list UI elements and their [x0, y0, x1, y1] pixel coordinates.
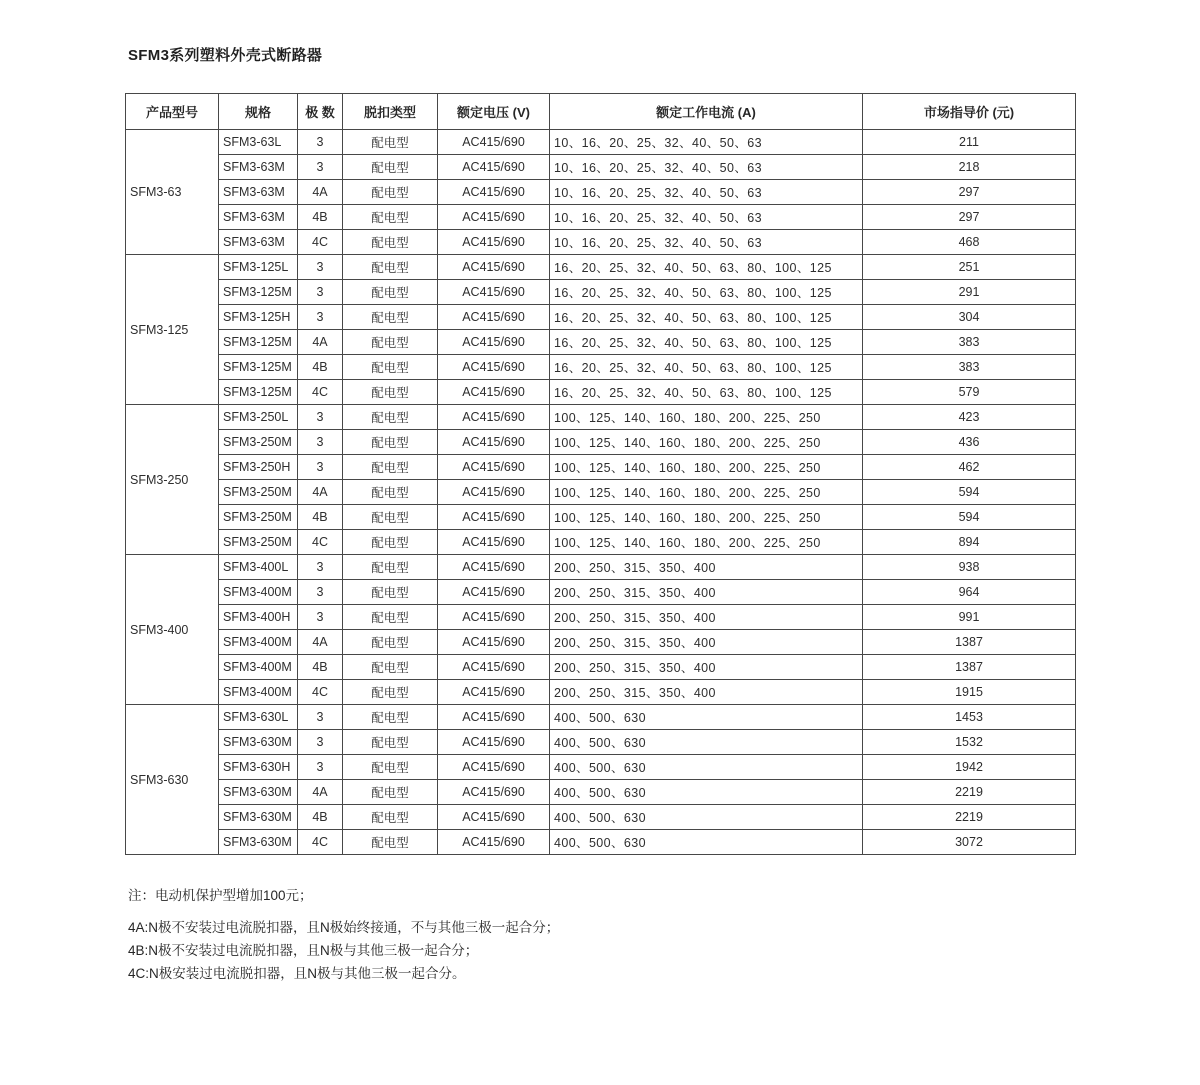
- current-cell: 16、20、25、32、40、50、63、80、100、125: [550, 380, 863, 405]
- poles-cell: 4C: [298, 830, 343, 855]
- poles-cell: 3: [298, 255, 343, 280]
- table-row: [126, 280, 1076, 305]
- model-group-cell: SFM3-630: [126, 705, 219, 855]
- voltage-cell: AC415/690: [438, 305, 550, 330]
- trip-type-cell: 配电型: [343, 605, 438, 630]
- current-cell: 200、250、315、350、400: [550, 580, 863, 605]
- price-cell: 3072: [863, 830, 1076, 855]
- table-row: [126, 380, 1076, 405]
- spec-cell: SFM3-250L: [219, 405, 298, 430]
- table-row: [126, 230, 1076, 255]
- price-cell: 579: [863, 380, 1076, 405]
- poles-cell: 3: [298, 155, 343, 180]
- voltage-cell: AC415/690: [438, 680, 550, 705]
- spec-cell: SFM3-125M: [219, 280, 298, 305]
- trip-type-cell: 配电型: [343, 180, 438, 205]
- table-row: [126, 705, 1076, 730]
- price-cell: 1915: [863, 680, 1076, 705]
- voltage-cell: AC415/690: [438, 830, 550, 855]
- poles-cell: 4C: [298, 680, 343, 705]
- voltage-cell: AC415/690: [438, 230, 550, 255]
- spec-cell: SFM3-250M: [219, 505, 298, 530]
- spec-cell: SFM3-63M: [219, 155, 298, 180]
- spec-cell: SFM3-63L: [219, 130, 298, 155]
- trip-type-cell: 配电型: [343, 630, 438, 655]
- current-cell: 10、16、20、25、32、40、50、63: [550, 205, 863, 230]
- voltage-cell: AC415/690: [438, 730, 550, 755]
- price-cell: 304: [863, 305, 1076, 330]
- price-cell: 436: [863, 430, 1076, 455]
- header-row: [126, 94, 1076, 130]
- header-model: 产品型号: [126, 94, 219, 130]
- poles-cell: 4B: [298, 655, 343, 680]
- poles-cell: 3: [298, 455, 343, 480]
- current-cell: 10、16、20、25、32、40、50、63: [550, 230, 863, 255]
- current-cell: 16、20、25、32、40、50、63、80、100、125: [550, 305, 863, 330]
- poles-cell: 4B: [298, 805, 343, 830]
- trip-type-cell: 配电型: [343, 655, 438, 680]
- table-row: [126, 530, 1076, 555]
- voltage-cell: AC415/690: [438, 455, 550, 480]
- poles-cell: 4B: [298, 505, 343, 530]
- poles-cell: 4B: [298, 355, 343, 380]
- voltage-cell: AC415/690: [438, 480, 550, 505]
- spec-cell: SFM3-250M: [219, 480, 298, 505]
- spec-cell: SFM3-125M: [219, 380, 298, 405]
- poles-cell: 3: [298, 305, 343, 330]
- page-title: SFM3系列塑料外壳式断路器: [128, 47, 323, 64]
- trip-type-cell: 配电型: [343, 405, 438, 430]
- poles-cell: 4A: [298, 330, 343, 355]
- current-cell: 100、125、140、160、180、200、225、250: [550, 455, 863, 480]
- spec-cell: SFM3-630M: [219, 830, 298, 855]
- voltage-cell: AC415/690: [438, 755, 550, 780]
- trip-type-cell: 配电型: [343, 155, 438, 180]
- trip-type-cell: 配电型: [343, 330, 438, 355]
- spec-cell: SFM3-250M: [219, 530, 298, 555]
- current-cell: 400、500、630: [550, 830, 863, 855]
- price-cell: 251: [863, 255, 1076, 280]
- trip-type-cell: 配电型: [343, 380, 438, 405]
- price-cell: 383: [863, 355, 1076, 380]
- voltage-cell: AC415/690: [438, 205, 550, 230]
- poles-cell: 4C: [298, 230, 343, 255]
- trip-type-cell: 配电型: [343, 505, 438, 530]
- trip-type-cell: 配电型: [343, 555, 438, 580]
- voltage-cell: AC415/690: [438, 605, 550, 630]
- spec-cell: SFM3-400H: [219, 605, 298, 630]
- trip-type-cell: 配电型: [343, 255, 438, 280]
- table-row: [126, 630, 1076, 655]
- price-cell: 462: [863, 455, 1076, 480]
- voltage-cell: AC415/690: [438, 505, 550, 530]
- current-cell: 400、500、630: [550, 755, 863, 780]
- trip-type-cell: 配电型: [343, 455, 438, 480]
- current-cell: 400、500、630: [550, 780, 863, 805]
- current-cell: 100、125、140、160、180、200、225、250: [550, 505, 863, 530]
- spec-cell: SFM3-400L: [219, 555, 298, 580]
- spec-cell: SFM3-125H: [219, 305, 298, 330]
- header-price: 市场指导价 (元): [863, 94, 1076, 130]
- spec-cell: SFM3-400M: [219, 580, 298, 605]
- voltage-cell: AC415/690: [438, 130, 550, 155]
- poles-cell: 3: [298, 730, 343, 755]
- trip-type-cell: 配电型: [343, 830, 438, 855]
- current-cell: 16、20、25、32、40、50、63、80、100、125: [550, 330, 863, 355]
- trip-type-cell: 配电型: [343, 705, 438, 730]
- spec-cell: SFM3-400M: [219, 630, 298, 655]
- table-row: [126, 155, 1076, 180]
- table-header: [126, 94, 1076, 130]
- trip-type-cell: 配电型: [343, 805, 438, 830]
- voltage-cell: AC415/690: [438, 355, 550, 380]
- price-cell: 211: [863, 130, 1076, 155]
- current-cell: 200、250、315、350、400: [550, 630, 863, 655]
- current-cell: 200、250、315、350、400: [550, 605, 863, 630]
- trip-type-cell: 配电型: [343, 280, 438, 305]
- trip-type-cell: 配电型: [343, 755, 438, 780]
- current-cell: 400、500、630: [550, 705, 863, 730]
- spec-cell: SFM3-630M: [219, 730, 298, 755]
- trip-type-cell: 配电型: [343, 430, 438, 455]
- model-group-cell: SFM3-63: [126, 130, 219, 255]
- voltage-cell: AC415/690: [438, 405, 550, 430]
- table-body: [126, 130, 1076, 855]
- table-row: [126, 755, 1076, 780]
- table-row: [126, 405, 1076, 430]
- price-cell: 2219: [863, 805, 1076, 830]
- poles-cell: 4A: [298, 630, 343, 655]
- table-row: [126, 130, 1076, 155]
- header-poles: 极 数: [298, 94, 343, 130]
- table-row: [126, 180, 1076, 205]
- poles-cell: 3: [298, 430, 343, 455]
- spec-cell: SFM3-630M: [219, 780, 298, 805]
- trip-type-cell: 配电型: [343, 205, 438, 230]
- current-cell: 400、500、630: [550, 805, 863, 830]
- header-current: 额定工作电流 (A): [550, 94, 863, 130]
- current-cell: 10、16、20、25、32、40、50、63: [550, 130, 863, 155]
- poles-cell: 4C: [298, 380, 343, 405]
- voltage-cell: AC415/690: [438, 255, 550, 280]
- note-4a: 4A:N极不安装过电流脱扣器，且N极始终接通，不与其他三极一起合分；: [128, 920, 560, 935]
- voltage-cell: AC415/690: [438, 155, 550, 180]
- trip-type-cell: 配电型: [343, 230, 438, 255]
- table-row: [126, 830, 1076, 855]
- spec-cell: SFM3-400M: [219, 655, 298, 680]
- spec-cell: SFM3-400M: [219, 680, 298, 705]
- current-cell: 200、250、315、350、400: [550, 655, 863, 680]
- voltage-cell: AC415/690: [438, 555, 550, 580]
- price-table: [125, 93, 1076, 855]
- price-cell: 1453: [863, 705, 1076, 730]
- spec-cell: SFM3-250M: [219, 430, 298, 455]
- model-group-cell: SFM3-125: [126, 255, 219, 405]
- spec-cell: SFM3-125M: [219, 355, 298, 380]
- poles-cell: 4A: [298, 480, 343, 505]
- model-group-cell: SFM3-250: [126, 405, 219, 555]
- trip-type-cell: 配电型: [343, 530, 438, 555]
- voltage-cell: AC415/690: [438, 430, 550, 455]
- table-row: [126, 730, 1076, 755]
- price-cell: 594: [863, 480, 1076, 505]
- table-row: [126, 330, 1076, 355]
- spec-cell: SFM3-63M: [219, 230, 298, 255]
- poles-cell: 4B: [298, 205, 343, 230]
- poles-cell: 3: [298, 605, 343, 630]
- table-row: [126, 580, 1076, 605]
- spec-cell: SFM3-630M: [219, 805, 298, 830]
- current-cell: 100、125、140、160、180、200、225、250: [550, 530, 863, 555]
- voltage-cell: AC415/690: [438, 780, 550, 805]
- spec-cell: SFM3-63M: [219, 180, 298, 205]
- poles-cell: 4C: [298, 530, 343, 555]
- price-cell: 297: [863, 180, 1076, 205]
- poles-cell: 4A: [298, 180, 343, 205]
- table-row: [126, 605, 1076, 630]
- poles-cell: 3: [298, 405, 343, 430]
- table-row: [126, 480, 1076, 505]
- trip-type-cell: 配电型: [343, 305, 438, 330]
- voltage-cell: AC415/690: [438, 530, 550, 555]
- spec-cell: SFM3-250H: [219, 455, 298, 480]
- header-voltage: 额定电压 (V): [438, 94, 550, 130]
- table-row: [126, 505, 1076, 530]
- table-row: [126, 205, 1076, 230]
- current-cell: 400、500、630: [550, 730, 863, 755]
- price-cell: 1532: [863, 730, 1076, 755]
- voltage-cell: AC415/690: [438, 705, 550, 730]
- table-row: [126, 555, 1076, 580]
- poles-cell: 3: [298, 130, 343, 155]
- table-row: [126, 455, 1076, 480]
- current-cell: 200、250、315、350、400: [550, 555, 863, 580]
- trip-type-cell: 配电型: [343, 580, 438, 605]
- price-cell: 1387: [863, 655, 1076, 680]
- current-cell: 200、250、315、350、400: [550, 680, 863, 705]
- voltage-cell: AC415/690: [438, 280, 550, 305]
- header-trip: 脱扣类型: [343, 94, 438, 130]
- trip-type-cell: 配电型: [343, 780, 438, 805]
- voltage-cell: AC415/690: [438, 655, 550, 680]
- price-cell: 964: [863, 580, 1076, 605]
- price-cell: 291: [863, 280, 1076, 305]
- poles-cell: 3: [298, 755, 343, 780]
- table-row: [126, 780, 1076, 805]
- model-group-cell: SFM3-400: [126, 555, 219, 705]
- current-cell: 16、20、25、32、40、50、63、80、100、125: [550, 280, 863, 305]
- current-cell: 16、20、25、32、40、50、63、80、100、125: [550, 355, 863, 380]
- trip-type-cell: 配电型: [343, 480, 438, 505]
- trip-type-cell: 配电型: [343, 680, 438, 705]
- voltage-cell: AC415/690: [438, 180, 550, 205]
- price-cell: 938: [863, 555, 1076, 580]
- price-cell: 594: [863, 505, 1076, 530]
- poles-cell: 3: [298, 280, 343, 305]
- table-row: [126, 255, 1076, 280]
- poles-cell: 3: [298, 555, 343, 580]
- price-cell: 218: [863, 155, 1076, 180]
- current-cell: 10、16、20、25、32、40、50、63: [550, 180, 863, 205]
- spec-cell: SFM3-630H: [219, 755, 298, 780]
- spec-cell: SFM3-125M: [219, 330, 298, 355]
- pole-type-notes: [128, 916, 559, 985]
- current-cell: 16、20、25、32、40、50、63、80、100、125: [550, 255, 863, 280]
- table-row: [126, 430, 1076, 455]
- price-cell: 1942: [863, 755, 1076, 780]
- price-cell: 423: [863, 405, 1076, 430]
- current-cell: 100、125、140、160、180、200、225、250: [550, 430, 863, 455]
- trip-type-cell: 配电型: [343, 355, 438, 380]
- voltage-cell: AC415/690: [438, 805, 550, 830]
- price-cell: 1387: [863, 630, 1076, 655]
- spec-cell: SFM3-630L: [219, 705, 298, 730]
- price-cell: 2219: [863, 780, 1076, 805]
- note-motor-protection: 注：电动机保护型增加100元；: [128, 888, 313, 903]
- price-cell: 468: [863, 230, 1076, 255]
- price-cell: 991: [863, 605, 1076, 630]
- header-spec: 规格: [219, 94, 298, 130]
- spec-cell: SFM3-125L: [219, 255, 298, 280]
- poles-cell: 3: [298, 705, 343, 730]
- table-row: [126, 805, 1076, 830]
- voltage-cell: AC415/690: [438, 580, 550, 605]
- note-4b: 4B:N极不安装过电流脱扣器，且N极与其他三极一起合分；: [128, 943, 479, 958]
- price-cell: 297: [863, 205, 1076, 230]
- trip-type-cell: 配电型: [343, 130, 438, 155]
- table-row: [126, 305, 1076, 330]
- voltage-cell: AC415/690: [438, 330, 550, 355]
- voltage-cell: AC415/690: [438, 380, 550, 405]
- poles-cell: 3: [298, 580, 343, 605]
- current-cell: 10、16、20、25、32、40、50、63: [550, 155, 863, 180]
- table-row: [126, 680, 1076, 705]
- spec-cell: SFM3-63M: [219, 205, 298, 230]
- table-row: [126, 355, 1076, 380]
- price-cell: 383: [863, 330, 1076, 355]
- table-row: [126, 655, 1076, 680]
- voltage-cell: AC415/690: [438, 630, 550, 655]
- note-4c: 4C:N极安装过电流脱扣器，且N极与其他三极一起合分。: [128, 966, 466, 981]
- trip-type-cell: 配电型: [343, 730, 438, 755]
- current-cell: 100、125、140、160、180、200、225、250: [550, 480, 863, 505]
- poles-cell: 4A: [298, 780, 343, 805]
- current-cell: 100、125、140、160、180、200、225、250: [550, 405, 863, 430]
- price-cell: 894: [863, 530, 1076, 555]
